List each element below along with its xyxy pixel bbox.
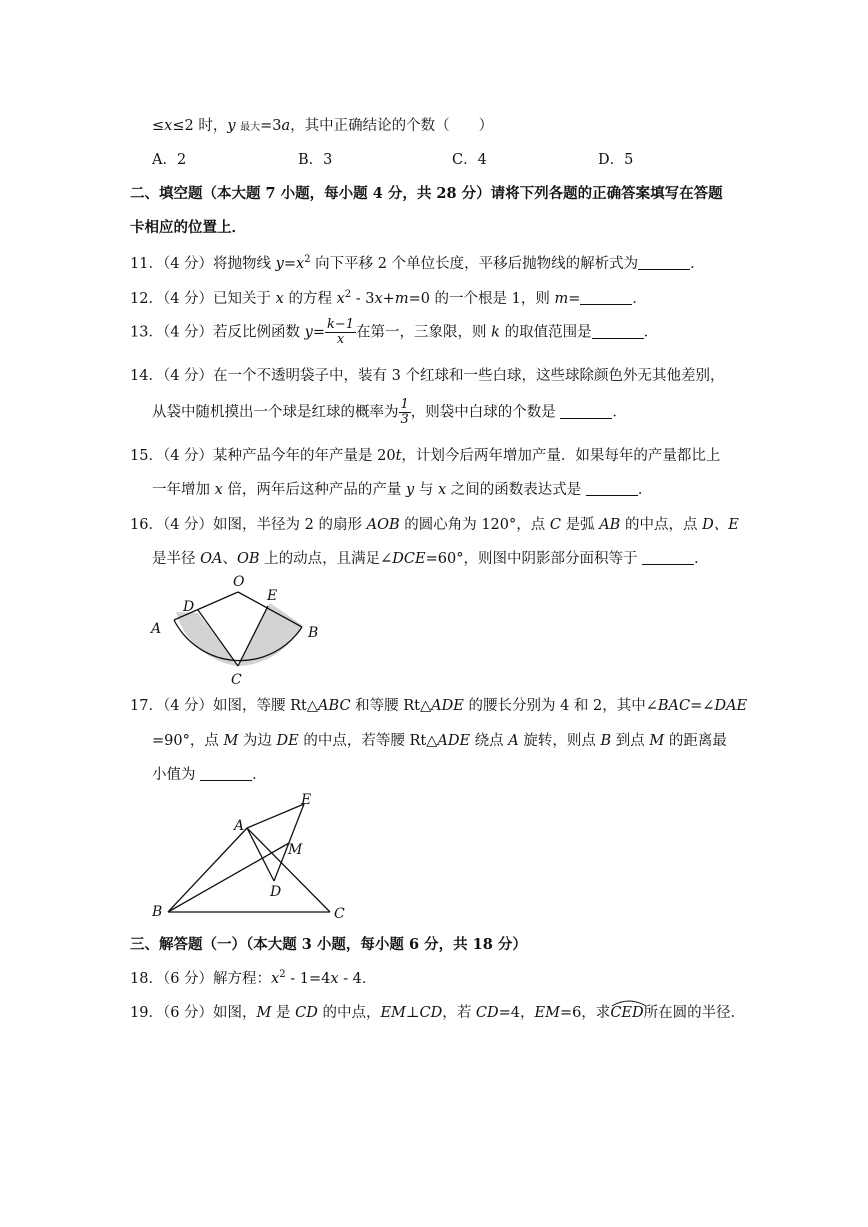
text: =4， <box>498 1005 535 1021</box>
text: 19．（6 分）如图， <box>130 1005 257 1021</box>
section2-heading-line1: 二、填空题（本大题 7 小题，每小题 4 分，共 28 分）请将下列各题的正确答案填写在答题 <box>130 185 723 202</box>
var-y: y <box>227 118 236 134</box>
label-ade: ADE <box>437 733 471 749</box>
superscript: 2 <box>344 289 352 300</box>
question-15-line1 <box>130 444 720 465</box>
var-m: m <box>394 291 409 307</box>
option-d: D．5 <box>598 152 634 168</box>
side-ba <box>168 828 247 912</box>
figure-16-sector <box>140 570 340 690</box>
text: 旋转，则点 <box>518 733 601 749</box>
question-15-line2 <box>152 478 652 499</box>
var-y: y <box>304 324 313 341</box>
answer-blank <box>638 255 690 270</box>
text: - 1=4 <box>285 971 331 987</box>
label-cd: CD <box>475 1005 499 1021</box>
text: 为边 <box>238 733 277 749</box>
text: - 3 <box>351 291 375 307</box>
figure-17-triangles <box>140 786 360 926</box>
label-m: M <box>649 733 665 749</box>
text: 16．（4 分）如图，半径为 2 的扇形 <box>130 517 367 533</box>
section3-heading: 三、解答题（一）（本大题 3 小题，每小题 6 分，共 18 分） <box>130 936 527 953</box>
text: 从袋中随机摸出一个球是红球的概率为 <box>152 404 399 421</box>
var-k: k <box>491 324 500 341</box>
label-ade: ADE <box>431 698 464 714</box>
text: 倍，两年后这种产品的产量 <box>222 482 407 498</box>
question-11 <box>130 252 705 273</box>
arc-mark-icon <box>610 999 648 1007</box>
text: 、 <box>222 551 237 567</box>
text: 小值为 <box>152 767 201 783</box>
text: 的距离最 <box>664 733 727 749</box>
label-dce: DCE <box>392 551 426 567</box>
text: ． <box>637 482 653 498</box>
var-x: x <box>164 118 173 134</box>
question-16-line1 <box>130 513 739 534</box>
var-x: x <box>271 971 280 987</box>
label-aob: AOB <box>366 517 400 533</box>
label-a: A <box>151 621 162 637</box>
answer-blank <box>592 324 644 339</box>
label-c: C <box>334 906 345 922</box>
question-13 <box>130 318 658 347</box>
segment-bm <box>168 843 289 912</box>
text: 13．（4 分）若反比例函数 <box>130 324 305 341</box>
arc-ced <box>610 1005 643 1021</box>
text: 上的动点，且满足∠ <box>259 551 393 567</box>
text: =60°，则图中阴影部分面积等于 <box>425 551 643 567</box>
label-cd: CD <box>295 1005 318 1021</box>
shaded-region-right <box>238 603 302 666</box>
answer-blank <box>560 404 612 419</box>
question-19 <box>130 1001 745 1022</box>
label-c: C <box>549 517 561 533</box>
question-18 <box>130 967 376 988</box>
option-b: B．3 <box>298 152 333 168</box>
text: 在第一，三象限，则 <box>356 324 492 341</box>
fraction <box>325 318 356 347</box>
text: ． <box>694 551 709 567</box>
text: + <box>382 291 395 307</box>
text: = <box>568 291 581 307</box>
subscript: 最大 <box>240 122 261 133</box>
text: 绕点 <box>470 733 509 749</box>
answer-blank <box>580 290 632 305</box>
var-y: y <box>406 482 415 498</box>
q10-tail-line <box>152 114 493 135</box>
label-d: D <box>183 599 195 615</box>
text: 是弧 <box>560 517 600 533</box>
var-m: m <box>554 291 569 307</box>
label-bac: BAC <box>657 698 691 714</box>
label-ob: OB <box>236 551 260 567</box>
text: ． <box>252 767 267 783</box>
text: = <box>283 256 297 272</box>
text: 向下平移 2 个单位长度，平移后抛物线的解析式为 <box>310 256 639 272</box>
fraction-numerator: k−1 <box>327 317 355 332</box>
label-a: A <box>508 733 519 749</box>
text: ． <box>643 324 659 341</box>
text: 17．（4 分）如图，等腰 Rt△ <box>130 698 319 714</box>
text: ． <box>612 404 627 421</box>
text: 的中点，若等腰 Rt△ <box>298 733 438 749</box>
text: = <box>312 324 326 341</box>
question-16-line2 <box>152 547 709 568</box>
label-em: EM <box>534 1005 560 1021</box>
text: 18．（6 分）解方程： <box>130 971 272 987</box>
var-x: x <box>330 971 339 987</box>
question-17-line2 <box>152 729 727 750</box>
label-c: C <box>231 672 242 688</box>
text: =0 的一个根是 1，则 <box>408 291 555 307</box>
option-a: A．2 <box>152 152 187 168</box>
var-a: a <box>281 118 291 134</box>
var-x: x <box>437 482 447 498</box>
text: 之间的函数表达式是 <box>446 482 586 498</box>
text: 15．（4 分）某种产品今年的年产量是 20 <box>130 448 396 464</box>
text: =90°，点 <box>152 733 224 749</box>
label-cd: CD <box>419 1005 443 1021</box>
var-x: x <box>296 256 305 272</box>
option-c: C．4 <box>452 152 487 168</box>
label-oa: OA <box>200 551 223 567</box>
text: ，若 <box>442 1005 476 1021</box>
superscript: 2 <box>304 254 311 265</box>
label-d: D <box>270 884 282 900</box>
label-ab: AB <box>599 517 621 533</box>
text: 的方程 <box>283 291 337 307</box>
text: 的中点， <box>317 1005 381 1021</box>
question-17-line1 <box>130 694 747 715</box>
section2-heading-line2: 卡相应的位置上． <box>130 219 246 236</box>
label-m: M <box>288 842 303 858</box>
label-em: EM <box>380 1005 406 1021</box>
label-e: E <box>267 588 278 604</box>
text: 一年增加 <box>152 482 215 498</box>
text: =∠ <box>690 698 715 714</box>
shaded-region-left <box>176 612 238 666</box>
text: 所在圆的半径． <box>643 1005 746 1021</box>
var-y: y <box>275 256 284 272</box>
text: 的取值范围是 <box>499 324 592 341</box>
text: 的圆心角为 120°，点 <box>399 517 550 533</box>
text: ≤2 时， <box>172 118 228 134</box>
text: 与 <box>414 482 438 498</box>
question-14-line1: 14．（4 分）在一个不透明袋子中，装有 3 个红球和一些白球，这些球除颜色外无其他差别， <box>130 368 725 384</box>
var-t: t <box>395 448 402 464</box>
label-de: D、E <box>702 517 739 533</box>
var-x: x <box>374 291 383 307</box>
text: ． <box>690 256 705 272</box>
text: ≤ <box>152 118 165 134</box>
text: ，则袋中白球的个数是 <box>410 404 561 421</box>
answer-blank <box>200 766 252 781</box>
question-14-line2 <box>152 398 627 427</box>
text: 11．（4 分）将抛物线 <box>130 256 276 272</box>
label-abc: ABC <box>318 698 351 714</box>
label-e: E <box>301 792 312 808</box>
text: 的腰长分别为 4 和 2，其中∠ <box>463 698 658 714</box>
text: =3 <box>260 118 282 134</box>
question-17-line3 <box>152 763 267 784</box>
var-x: x <box>275 291 284 307</box>
var-x: x <box>336 291 345 307</box>
label-b: B <box>308 625 319 641</box>
text: 到点 <box>611 733 650 749</box>
text: 是 <box>271 1005 296 1021</box>
label-dae: DAE <box>714 698 748 714</box>
text: =6，求 <box>559 1005 611 1021</box>
fraction-numerator: 1 <box>400 397 409 412</box>
label-o: O <box>233 574 245 590</box>
var-x: x <box>214 482 223 498</box>
fraction-denominator: x <box>336 332 345 347</box>
question-12 <box>130 287 647 308</box>
label-a: A <box>234 818 245 834</box>
fraction-denominator: 3 <box>400 412 409 427</box>
superscript: 2 <box>279 969 286 980</box>
text: ，计划今后两年增加产量．如果每年的产量都比上 <box>401 448 721 464</box>
text: 和等腰 Rt△ <box>350 698 432 714</box>
side-ac <box>247 828 330 912</box>
label-b: B <box>600 733 612 749</box>
fraction <box>399 398 411 427</box>
text: ⊥ <box>405 1005 420 1021</box>
arc-label: CED <box>610 1005 644 1021</box>
label-b: B <box>152 904 163 920</box>
text: ． <box>632 291 647 307</box>
text: - 4． <box>338 971 377 987</box>
text: 是半径 <box>152 551 201 567</box>
answer-blank <box>642 550 694 565</box>
text: 的中点，点 <box>620 517 703 533</box>
text: 12．（4 分）已知关于 <box>130 291 276 307</box>
label-m: M <box>256 1005 272 1021</box>
answer-blank <box>586 481 638 496</box>
text: ，其中正确结论的个数（ ） <box>290 118 494 134</box>
label-m: M <box>223 733 239 749</box>
label-de: DE <box>276 733 299 749</box>
